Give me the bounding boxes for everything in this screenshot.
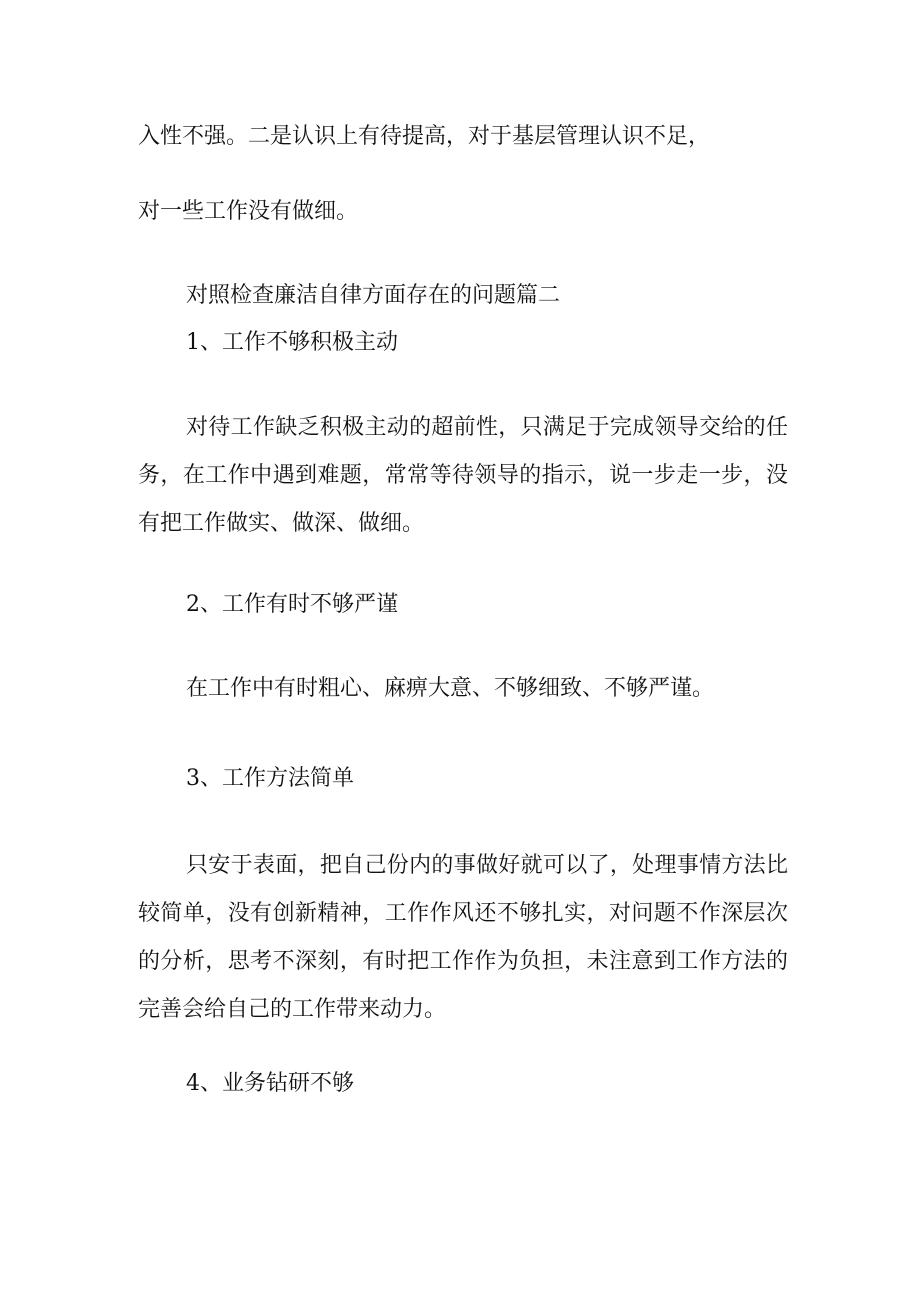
- paragraph-1: 对待工作缺乏积极主动的超前性，只满足于完成领导交给的任务，在工作中遇到难题，常常等待领导的指示，说一步走一步，没有把工作做实、做深、做细。: [138, 415, 788, 536]
- section-heading: 对照检查廉洁自律方面存在的问题篇二: [186, 283, 561, 308]
- paragraph-3: 只安于表面，把自己份内的事做好就可以了，处理事情方法比较简单，没有创新精神，工作作风还不够扎实，对问题不作深层次的分析，思考不深刻，有时把工作作为负担，未注意到工作方法的完善会给自己的工作带来动力。: [138, 853, 788, 1022]
- item-heading-2: 2、工作有时不够严谨: [186, 592, 398, 617]
- text-line-continuation-end: 对一些工作没有做细。: [138, 199, 359, 224]
- item-heading-1: 1、工作不够积极主动: [186, 330, 398, 355]
- paragraph-2: 在工作中有时粗心、麻痹大意、不够细致、不够严谨。: [186, 676, 715, 701]
- text-line-continuation: 入性不强。二是认识上有待提高，对于基层管理认识不足，: [138, 124, 711, 149]
- item-heading-3: 3、工作方法简单: [186, 766, 354, 791]
- item-heading-4: 4、业务钻研不够: [186, 1071, 354, 1096]
